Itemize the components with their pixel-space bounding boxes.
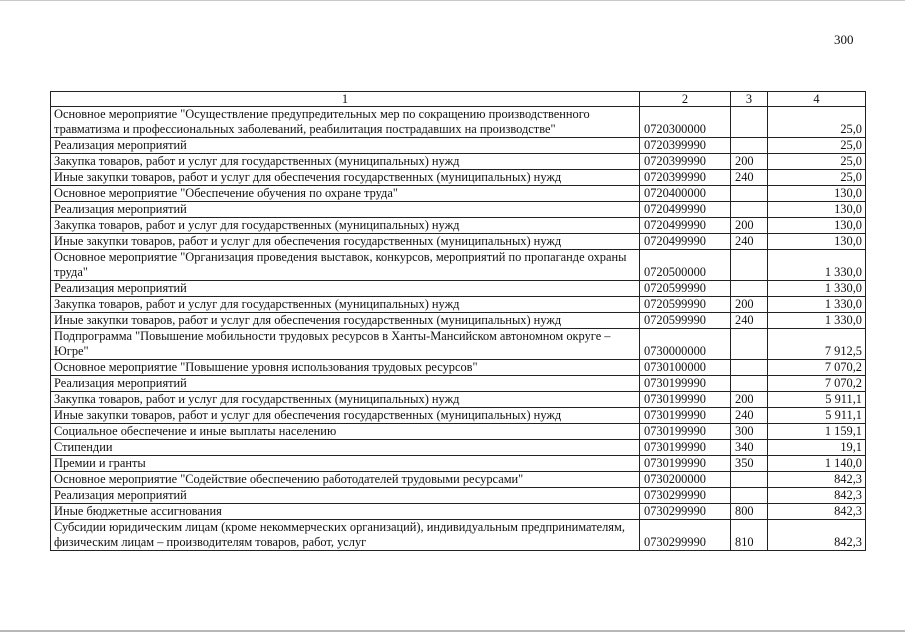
row-amount-cell: 130,0 — [768, 186, 866, 202]
row-code-cell: 0720399990 — [640, 138, 731, 154]
row-name-cell: Основное мероприятие "Организация проведения выставок, конкурсов, мероприятий по пропаганде охраны труда" — [51, 250, 640, 281]
table-row — [51, 281, 866, 297]
row-type-cell — [731, 472, 768, 488]
row-type-cell — [731, 488, 768, 504]
row-name-cell: Закупка товаров, работ и услуг для государственных (муниципальных) нужд — [51, 297, 640, 313]
row-code-cell: 0730100000 — [640, 360, 731, 376]
row-type-cell — [731, 107, 768, 138]
row-type-cell — [731, 138, 768, 154]
table-row — [51, 250, 866, 281]
table-row — [51, 376, 866, 392]
row-type-cell — [731, 376, 768, 392]
table-row — [51, 440, 866, 456]
row-name-cell: Социальное обеспечение и иные выплаты населению — [51, 424, 640, 440]
row-type-cell: 240 — [731, 234, 768, 250]
row-name-cell: Основное мероприятие "Повышение уровня использования трудовых ресурсов" — [51, 360, 640, 376]
row-amount-cell: 5 911,1 — [768, 408, 866, 424]
row-amount-cell: 1 330,0 — [768, 313, 866, 329]
row-type-cell: 300 — [731, 424, 768, 440]
row-code-cell: 0720500000 — [640, 250, 731, 281]
row-name-cell: Закупка товаров, работ и услуг для государственных (муниципальных) нужд — [51, 154, 640, 170]
row-code-cell: 0730200000 — [640, 472, 731, 488]
row-name-cell: Реализация мероприятий — [51, 138, 640, 154]
row-amount-cell: 1 330,0 — [768, 250, 866, 281]
row-type-cell — [731, 186, 768, 202]
row-amount-cell: 842,3 — [768, 472, 866, 488]
row-name-cell: Основное мероприятие "Обеспечение обучения по охране труда" — [51, 186, 640, 202]
row-name-cell: Основное мероприятие "Содействие обеспечению работодателей трудовыми ресурсами" — [51, 472, 640, 488]
table-header — [51, 92, 866, 107]
row-code-cell: 0720399990 — [640, 170, 731, 186]
row-amount-cell: 1 159,1 — [768, 424, 866, 440]
row-amount-cell: 1 330,0 — [768, 297, 866, 313]
row-name-cell: Стипендии — [51, 440, 640, 456]
row-amount-cell: 1 140,0 — [768, 456, 866, 472]
table-row — [51, 313, 866, 329]
table-row — [51, 408, 866, 424]
row-name-cell: Закупка товаров, работ и услуг для государственных (муниципальных) нужд — [51, 392, 640, 408]
row-amount-cell: 25,0 — [768, 170, 866, 186]
table-row — [51, 392, 866, 408]
row-code-cell: 0730199990 — [640, 392, 731, 408]
header-col-3: 3 — [731, 92, 768, 107]
row-type-cell: 240 — [731, 170, 768, 186]
row-type-cell — [731, 202, 768, 218]
row-amount-cell: 130,0 — [768, 202, 866, 218]
row-type-cell: 800 — [731, 504, 768, 520]
row-amount-cell: 25,0 — [768, 138, 866, 154]
row-code-cell: 0720400000 — [640, 186, 731, 202]
table-row — [51, 154, 866, 170]
header-col-2: 2 — [640, 92, 731, 107]
row-type-cell: 200 — [731, 297, 768, 313]
row-name-cell: Иные закупки товаров, работ и услуг для обеспечения государственных (муниципальных) нужд — [51, 313, 640, 329]
header-row — [51, 92, 866, 107]
row-code-cell: 0730199990 — [640, 456, 731, 472]
row-code-cell: 0730000000 — [640, 329, 731, 360]
row-code-cell: 0730199990 — [640, 440, 731, 456]
row-amount-cell: 7 070,2 — [768, 360, 866, 376]
table-row — [51, 107, 866, 138]
row-name-cell: Реализация мероприятий — [51, 488, 640, 504]
row-name-cell: Реализация мероприятий — [51, 202, 640, 218]
row-amount-cell: 842,3 — [768, 504, 866, 520]
row-type-cell — [731, 360, 768, 376]
table-row — [51, 360, 866, 376]
row-name-cell: Иные бюджетные ассигнования — [51, 504, 640, 520]
table-row — [51, 488, 866, 504]
table-row — [51, 424, 866, 440]
row-name-cell: Реализация мероприятий — [51, 281, 640, 297]
row-type-cell — [731, 250, 768, 281]
table-row — [51, 138, 866, 154]
row-code-cell: 0730299990 — [640, 520, 731, 551]
page-number: 300 — [834, 32, 854, 47]
row-code-cell: 0720300000 — [640, 107, 731, 138]
row-type-cell: 810 — [731, 520, 768, 551]
row-code-cell: 0720499990 — [640, 234, 731, 250]
table-row — [51, 504, 866, 520]
table-row — [51, 297, 866, 313]
row-name-cell: Иные закупки товаров, работ и услуг для обеспечения государственных (муниципальных) нужд — [51, 234, 640, 250]
row-amount-cell: 7 070,2 — [768, 376, 866, 392]
header-col-1: 1 — [51, 92, 640, 107]
row-name-cell: Субсидии юридическим лицам (кроме некоммерческих организаций), индивидуальным предпринимателям, физическим лицам – производителям товаров, работ, услуг — [51, 520, 640, 551]
table-row — [51, 520, 866, 551]
row-type-cell — [731, 281, 768, 297]
scan-edge-top — [0, 0, 905, 1]
table-row — [51, 218, 866, 234]
row-name-cell: Закупка товаров, работ и услуг для государственных (муниципальных) нужд — [51, 218, 640, 234]
row-type-cell: 350 — [731, 456, 768, 472]
row-amount-cell: 25,0 — [768, 154, 866, 170]
header-col-4: 4 — [768, 92, 866, 107]
row-code-cell: 0720599990 — [640, 313, 731, 329]
table-row — [51, 456, 866, 472]
table-body — [51, 107, 866, 551]
row-type-cell: 200 — [731, 218, 768, 234]
row-name-cell: Реализация мероприятий — [51, 376, 640, 392]
row-type-cell: 200 — [731, 392, 768, 408]
row-name-cell: Премии и гранты — [51, 456, 640, 472]
row-code-cell: 0730199990 — [640, 408, 731, 424]
row-type-cell — [731, 329, 768, 360]
row-code-cell: 0730199990 — [640, 376, 731, 392]
row-amount-cell: 842,3 — [768, 520, 866, 551]
table-row — [51, 170, 866, 186]
row-name-cell: Подпрограмма "Повышение мобильности трудовых ресурсов в Ханты-Мансийском автономном округе – Югре" — [51, 329, 640, 360]
row-name-cell: Иные закупки товаров, работ и услуг для обеспечения государственных (муниципальных) нужд — [51, 408, 640, 424]
row-amount-cell: 7 912,5 — [768, 329, 866, 360]
table-row — [51, 186, 866, 202]
row-amount-cell: 5 911,1 — [768, 392, 866, 408]
row-amount-cell: 130,0 — [768, 218, 866, 234]
row-code-cell: 0730299990 — [640, 488, 731, 504]
table-row — [51, 234, 866, 250]
scan-edge-bottom — [0, 630, 905, 632]
row-name-cell: Иные закупки товаров, работ и услуг для обеспечения государственных (муниципальных) нужд — [51, 170, 640, 186]
row-code-cell: 0730299990 — [640, 504, 731, 520]
budget-table — [50, 91, 866, 551]
row-amount-cell: 25,0 — [768, 107, 866, 138]
row-code-cell: 0720599990 — [640, 281, 731, 297]
table-row — [51, 329, 866, 360]
row-type-cell: 240 — [731, 408, 768, 424]
table-row — [51, 202, 866, 218]
table-row — [51, 472, 866, 488]
row-name-cell: Основное мероприятие "Осуществление предупредительных мер по сокращению производственного травматизма и профессиональных заболеваний, реабилитация пострадавших на производстве" — [51, 107, 640, 138]
row-type-cell: 200 — [731, 154, 768, 170]
row-amount-cell: 842,3 — [768, 488, 866, 504]
row-code-cell: 0720399990 — [640, 154, 731, 170]
row-code-cell: 0720499990 — [640, 218, 731, 234]
row-type-cell: 340 — [731, 440, 768, 456]
row-amount-cell: 19,1 — [768, 440, 866, 456]
row-code-cell: 0730199990 — [640, 424, 731, 440]
row-code-cell: 0720599990 — [640, 297, 731, 313]
row-amount-cell: 1 330,0 — [768, 281, 866, 297]
row-amount-cell: 130,0 — [768, 234, 866, 250]
row-code-cell: 0720499990 — [640, 202, 731, 218]
row-type-cell: 240 — [731, 313, 768, 329]
